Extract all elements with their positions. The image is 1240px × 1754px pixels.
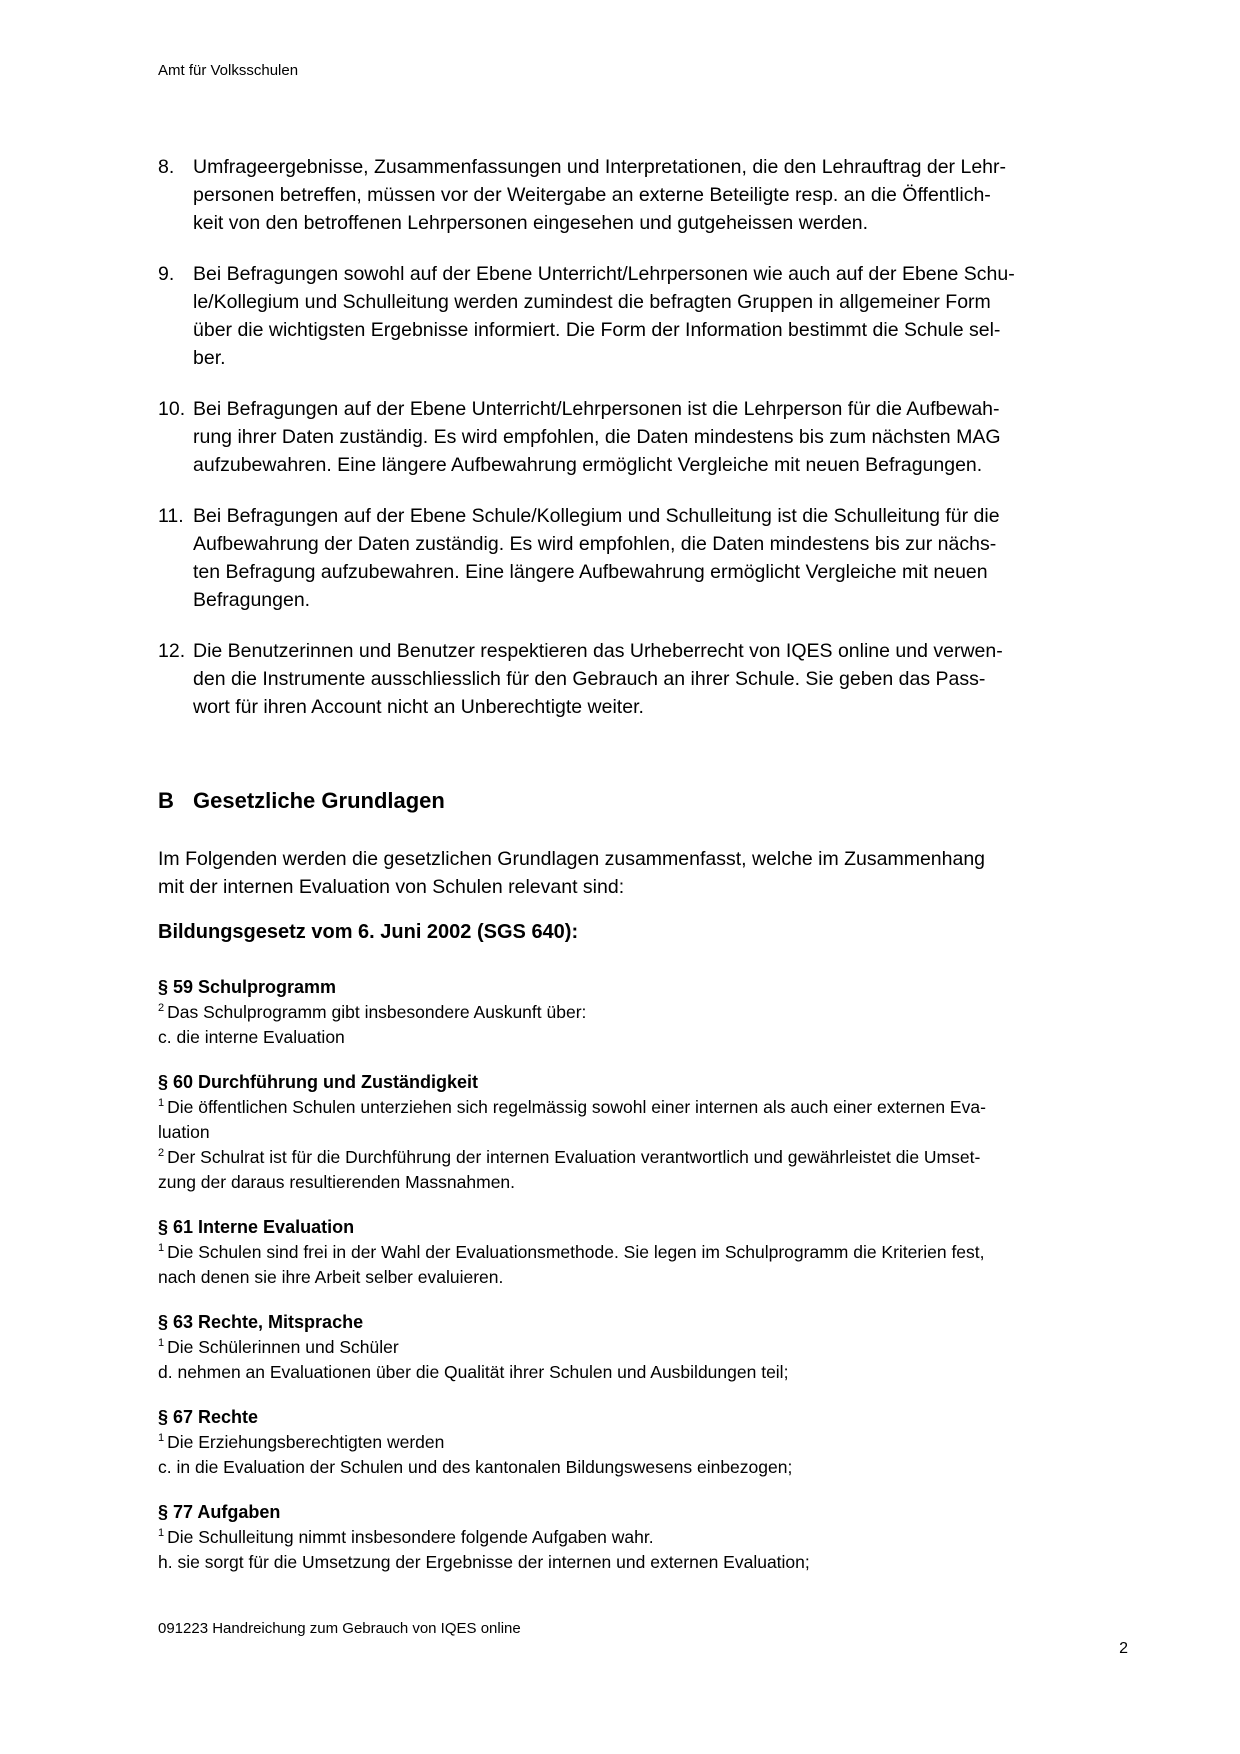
law-section-60	[158, 1070, 1088, 1195]
law-section-67	[158, 1405, 1088, 1480]
law-text-line	[158, 1120, 1088, 1145]
list-item	[158, 637, 1088, 721]
law-text: Die öffentlichen Schulen unterziehen sich regelmässig sowohl einer internen als auch einer externen Eva-	[167, 1097, 986, 1117]
footnote-marker: 2	[158, 1002, 165, 1015]
law-section-63	[158, 1310, 1088, 1385]
law-text-line	[158, 1525, 1088, 1550]
law-text-line	[158, 1025, 1088, 1050]
law-text: zung der daraus resultierenden Massnahmen.	[158, 1172, 516, 1192]
list-item-text: Bei Befragungen auf der Ebene Schule/Kollegium und Schulleitung ist die Schulleitung für die Aufbewahrung der Daten zuständig. Es wird empfohlen, die Daten mindestens bis zur nächs- ten Befragung aufzubewahren. Eine längere Aufbewahrung ermöglicht Vergleiche mit neuen Befragungen.	[193, 505, 1000, 611]
page-number: 2	[1119, 1640, 1128, 1657]
list-item-number: 10.	[158, 398, 186, 420]
law-text: c. die interne Evaluation	[158, 1027, 345, 1047]
law-text-line	[158, 1360, 1088, 1385]
law-section-59	[158, 975, 1088, 1050]
law-heading: Bildungsgesetz vom 6. Juni 2002 (SGS 640):	[158, 921, 579, 943]
list-item	[158, 153, 1088, 237]
law-text: Die Schulleitung nimmt insbesondere folgende Aufgaben wahr.	[167, 1527, 654, 1547]
list-item	[158, 502, 1088, 614]
footnote-marker: 1	[158, 1242, 165, 1255]
law-text-line	[158, 1000, 1088, 1025]
paragraph-heading: § 67 Rechte	[158, 1407, 259, 1427]
paragraph-heading: § 60 Durchführung und Zuständigkeit	[158, 1072, 479, 1092]
law-text: d. nehmen an Evaluationen über die Qualität ihrer Schulen und Ausbildungen teil;	[158, 1362, 789, 1382]
law-text-line	[158, 1430, 1088, 1455]
footnote-marker: 1	[158, 1337, 165, 1350]
law-text: c. in die Evaluation der Schulen und des kantonalen Bildungswesens einbezogen;	[158, 1457, 793, 1477]
law-text: Die Erziehungsberechtigten werden	[167, 1432, 445, 1452]
footnote-marker: 2	[158, 1147, 165, 1160]
page-header: Amt für Volksschulen	[158, 62, 299, 79]
law-text-line	[158, 1265, 1088, 1290]
law-text: luation	[158, 1122, 210, 1142]
law-text-line	[158, 1550, 1088, 1575]
list-item-text: Bei Befragungen auf der Ebene Unterricht/Lehrpersonen ist die Lehrperson für die Aufbewah- rung ihrer Daten zuständig. Es wird empfohlen, die Daten mindestens bis zum nächsten MAG aufzubewahren. Eine längere Aufbewahrung ermöglicht Vergleiche mit neuen Befragungen.	[193, 398, 1001, 476]
law-text: Der Schulrat ist für die Durchführung der internen Evaluation verantwortlich und gewährleistet die Umset-	[167, 1147, 981, 1167]
list-item	[158, 395, 1088, 479]
section-title: Gesetzliche Grundlagen	[193, 788, 445, 813]
law-text: nach denen sie ihre Arbeit selber evaluieren.	[158, 1267, 504, 1287]
footer-text: 091223 Handreichung zum Gebrauch von IQES online	[158, 1620, 521, 1637]
footnote-marker: 1	[158, 1097, 165, 1110]
law-text-line	[158, 1455, 1088, 1480]
footnote-marker: 1	[158, 1432, 165, 1445]
list-item	[158, 260, 1088, 372]
law-text: Die Schülerinnen und Schüler	[167, 1337, 399, 1357]
law-text-line	[158, 1240, 1088, 1265]
paragraph-heading: § 59 Schulprogramm	[158, 977, 337, 997]
law-text-line	[158, 1145, 1088, 1170]
list-item-number: 12.	[158, 640, 186, 662]
intro-paragraph: Im Folgenden werden die gesetzlichen Grundlagen zusammenfasst, welche im Zusammenhang mit der internen Evaluation von Schulen relevant sind:	[158, 848, 986, 898]
law-text-line	[158, 1095, 1088, 1120]
footnote-marker: 1	[158, 1527, 165, 1540]
list-item-text: Die Benutzerinnen und Benutzer respektieren das Urheberrecht von IQES online und verwen- den die Instrumente ausschliesslich für den Gebrauch an ihrer Schule. Sie geben das Pass- wort für ihren Account nicht an Unberechtigte weiter.	[193, 640, 1003, 718]
law-section-77	[158, 1500, 1088, 1575]
list-item-number: 8.	[158, 156, 175, 178]
list-item-text: Umfrageergebnisse, Zusammenfassungen und Interpretationen, die den Lehrauftrag der Lehr- personen betreffen, müssen vor der Weitergabe an externe Beteiligte resp. an die Öffentlich- keit von den betroffenen Lehrpersonen eingesehen und gutgeheissen werden.	[193, 156, 1006, 234]
law-text: Das Schulprogramm gibt insbesondere Auskunft über:	[167, 1002, 587, 1022]
list-item-text: Bei Befragungen sowohl auf der Ebene Unterricht/Lehrpersonen wie auch auf der Ebene Schu- le/Kollegium und Schulleitung werden zumindest die befragten Gruppen in allgemeiner Form über die wichtigsten Ergebnisse informiert. Die Form der Information bestimmt die Schule sel- ber.	[193, 263, 1015, 369]
paragraph-heading: § 77 Aufgaben	[158, 1502, 281, 1522]
list-item-number: 11.	[158, 505, 184, 527]
paragraph-heading: § 63 Rechte, Mitsprache	[158, 1312, 364, 1332]
section-letter: B	[158, 788, 174, 813]
law-text-line	[158, 1170, 1088, 1195]
paragraph-heading: § 61 Interne Evaluation	[158, 1217, 355, 1237]
law-text: Die Schulen sind frei in der Wahl der Evaluationsmethode. Sie legen im Schulprogramm die Kriterien fest,	[167, 1242, 985, 1262]
law-text: h. sie sorgt für die Umsetzung der Ergebnisse der internen und externen Evaluation;	[158, 1552, 810, 1572]
section-b-heading	[158, 787, 1088, 815]
law-text-line	[158, 1335, 1088, 1360]
law-section-61	[158, 1215, 1088, 1290]
list-item-number: 9.	[158, 263, 175, 285]
